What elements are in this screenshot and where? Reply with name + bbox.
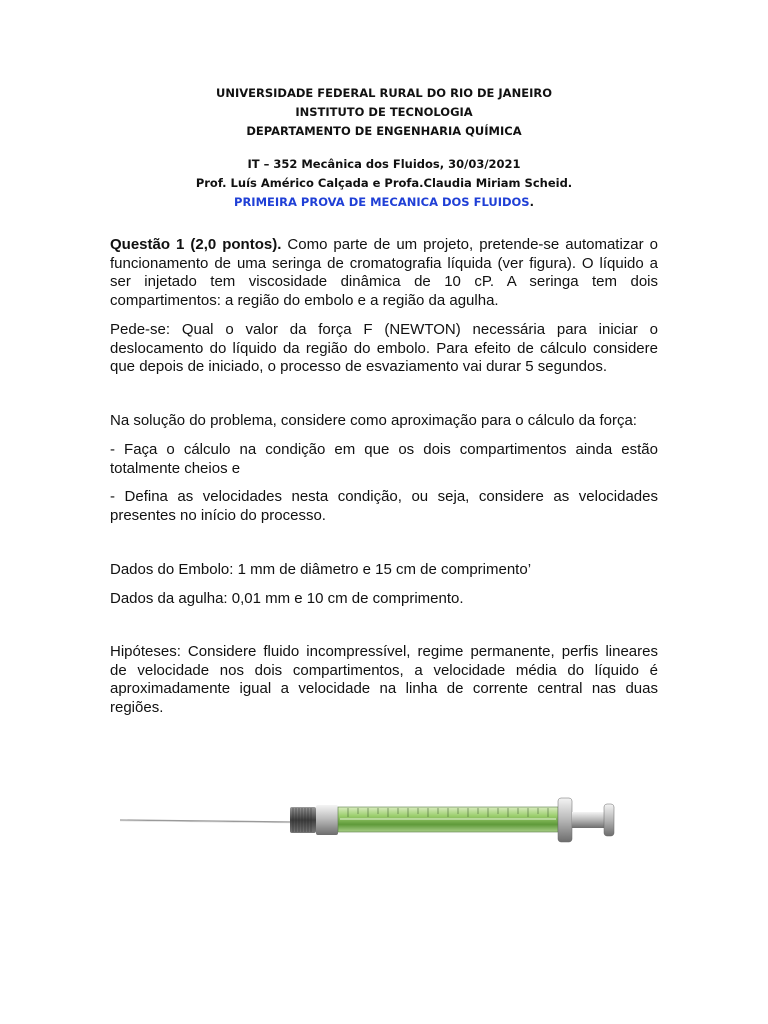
course-line: IT – 352 Mecânica dos Fluidos, 30/03/2021 <box>247 157 521 171</box>
university-name: UNIVERSIDADE FEDERAL RURAL DO RIO DE JANEIRO <box>216 86 552 100</box>
department-name: DEPARTAMENTO DE ENGENHARIA QUÍMICA <box>246 124 522 138</box>
question-request <box>110 321 658 377</box>
approx-intro-text: Na solução do problema, considere como aproximação para o cálculo da força: <box>110 412 637 429</box>
approx-2-text: - Defina as velocidades nesta condição, ou seja, considere as velocidades presentes no início do processo. <box>110 488 658 524</box>
data-embolo <box>110 561 658 580</box>
question-intro-paragraph <box>110 236 658 310</box>
data-agulha <box>110 590 658 609</box>
syringe-image <box>118 795 630 860</box>
exam-title: PRIMEIRA PROVA DE MECANICA DOS FLUIDOS <box>234 195 530 209</box>
approximation-item-2 <box>110 488 658 525</box>
approximation-item-1 <box>110 441 658 478</box>
data-embolo-text: Dados do Embolo: 1 mm de diâmetro e 15 cm de comprimento’ <box>110 561 532 578</box>
approximation-intro <box>110 412 658 431</box>
document-header <box>0 84 768 212</box>
professors-line: Prof. Luís Américo Calçada e Profa.Claudia Miriam Scheid. <box>195 176 573 190</box>
approx-1-text: - Faça o cálculo na condição em que os dois compartimentos ainda estão totalmente cheios e <box>110 441 658 477</box>
question-label: Questão 1 (2,0 pontos). <box>110 236 282 253</box>
exam-title-suffix: . <box>529 195 534 209</box>
question-intro: Como parte de um projeto, pretende-se automatizar o funcionamento de uma seringa de cromatografia líquida (ver figura). O líquido a ser injetado tem viscosidade dinâmica de 10 cP. A seringa tem dois compartimentos: a região do embolo e a região da agulha. <box>110 236 658 309</box>
data-agulha-text: Dados da agulha: 0,01 mm e 10 cm de comprimento. <box>110 590 464 607</box>
hypotheses <box>110 643 658 717</box>
institute-name: INSTITUTO DE TECNOLOGIA <box>295 105 473 119</box>
exam-title-line <box>0 193 768 212</box>
request-text: Pede-se: Qual o valor da força F (NEWTON) necessária para iniciar o deslocamento do líquido da região do embolo. Para efeito de cálculo considere que depois de iniciado, o processo de esvaziamento vai durar 5 segundos. <box>110 321 658 375</box>
hypotheses-text: Hipóteses: Considere fluido incompressível, regime permanente, perfis lineares de velocidade nos dois compartimentos, a velocidade média do líquido é aproximadamente igual a velocidade na linha de corrente central nas duas regiões. <box>110 643 658 716</box>
